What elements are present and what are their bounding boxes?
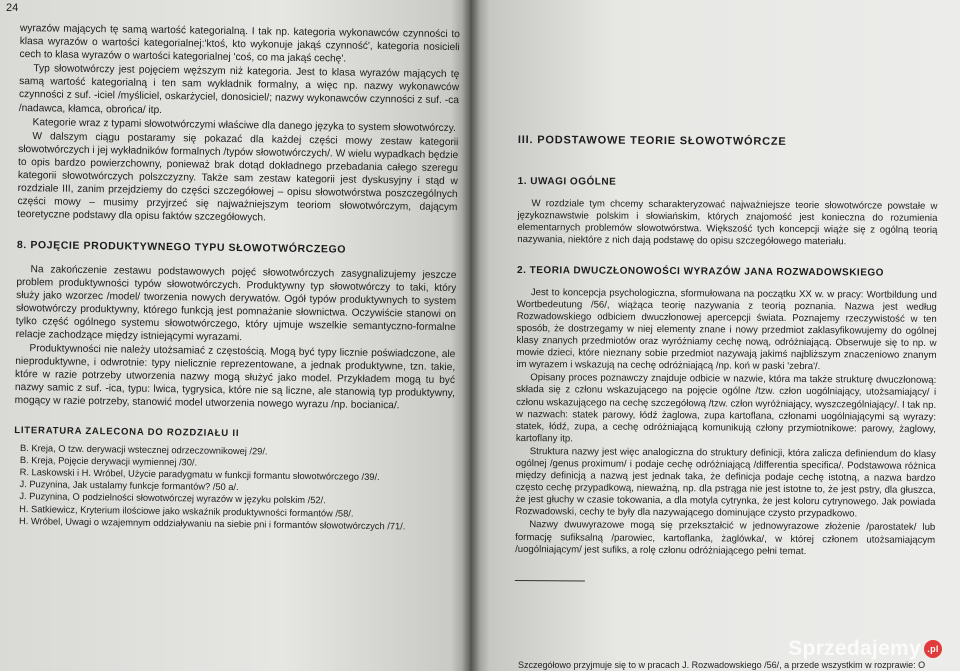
list-item: H. Satkiewicz, Kryterium ilościowe jako wskaźnik produktywności formantów /58/. [19,503,354,519]
paragraph: wyrazów mających tę samą wartość kategorialną. I tak np. kategoria wykonawców czynności to klasa wyrazów o wartości kategorialnej:'ktoś, kto wykonuje jakąś czynność', kategoria nosicieli cech to klasa wyrazów o wartości kategorialnej 'coś, co ma jakąś cechę'. [19,22,460,65]
paragraph: Jest to koncepcja psychologiczna, sformułowana na początku XX w. w pracy: Wortbildung und Wortbedeutung /56/, wiążąca teorię nazywania z teorią poznania. Nazwa jest według Rozwadowskiego odbiciem dwuczłonowej apercepcji świata. Poznajemy rzeczywistość w ten sposób, że dostrzegamy w niej elementy znane i nowy przedmiot zaklasyfikowujemy do ogólnej klasy znanych przedmiotów oraz wyróżniamy cechę nową, odróżniającą. Obserwuje się to np. w mowie dzieci, które nieznany sobie przedmiot nazywają jakimś najbliższym znaczeniowo znanym im wyrazem i wskazują na cechę odróżniającą /np. koń w paski 'zebra'/. [516,286,937,373]
list-item: J. Puzynina, O podzielności słowotwórczej wyrazów w języku polskim /52/. [19,491,326,506]
watermark-text: Sprzedajemy [788,637,921,660]
paragraph: Kategorie wraz z typami słowotwórczymi właściwe dla danego języka to system słowotwórczy. [32,116,456,134]
watermark-badge: .pl [924,640,942,658]
section-heading: 8. POJĘCIE PRODUKTYWNEGO TYPU SŁOWOTWÓRCZEGO [16,239,347,256]
chapter-heading: III. PODSTAWOWE TEORIE SŁOWOTWÓRCZE [517,134,787,148]
section-heading: 1. UWAGI OGÓLNE [517,176,617,188]
list-item: R. Laskowski i H. Wróbel, Użycie paradygmatu w funkcji formantu słowotwórczego /39/. [19,467,380,483]
literature-list [13,442,454,534]
literature-heading: LITERATURA ZALECONA DO ROZDZIAŁU II [14,424,240,439]
right-page [470,0,960,671]
paragraph: W rozdziale tym chcemy scharakteryzować najważniejsze teorie słowotwórcze powstałe w językoznawstwie polskim i słowiańskim, których znajomość jest konieczna do rozumienia elementarnych problemów słowotwórstwa. Większość tych koncepcji wiąże się z ogólną teorią nazywania, niektóre z nich dają podstawę do opisu szczegółowego materiału. [517,198,938,248]
paragraph: Nazwy dwuwyrazowe mogą się przekształcić w jednowyrazowe złożenie /parostatek/ lub formację sufiksalną /parowiec, kartoflanka, żaglówka/, w której członem utożsamiającym /uogólniającym/ jest sufiks, a rolę członu odróżniającego pełni temat. [515,519,936,557]
paragraph: Typ słowotwórczy jest pojęciem węższym niż kategoria. Jest to klasa wyrazów mających tę samą wartość kategorialną i ten sam wykładnik formalny, a więc np. nazwy wykonawców czynności z suf. -iciel /myśliciel, oskarżyciel, donosiciel/; nazwy wykonawców czynności z suf. -ca /nadawca, kłamca, obrońca/ itp. [18,63,460,116]
list-item: H. Wróbel, Uwagi o wzajemnym oddziaływaniu na siebie pni i formantów słowotwórczych /71/. [18,515,406,532]
list-item: J. Puzynina, Jak ustalamy funkcje formantów? /50 a/. [19,479,239,493]
left-page-text [13,22,460,533]
footnote: Szczegółowo przyjmuje się to w pracach J. Rozwadowskiego /56/, a przede wszystkim w rozprawie: O [518,660,926,670]
paragraph: Na zakończenie zestawu podstawowych pojęć słowotwórczych zasygnalizujemy jeszcze problem produktywności typów słowotwórczych. Produktywny typ słowotwórczy to taki, który służy jako wzorzec /model/ tworzenia nowych derywatów. Ogół typów produktywnych to system słowotwórczy produktywny, którego funkcją jest pomnażanie słownictwa. Oczywiście stanowi on tylko część ogólnego systemu słowotwórczego, który ujmuje wszelkie semantyczno-formalne relacje zachodzące między istniejącymi wyrazami. [15,263,457,344]
paragraph: Produktywności nie należy utożsamiać z częstością. Mogą być typy licznie poświadczone, ale nieproduktywne, i odwrotnie: typy nielicznie reprezentowane, a jednak produktywne, tzn. takie, które w razie potrzeby utworzenia nazwy mogą służyć jako model. Przykładem mogą tu być nazwy samic z suf. -ica, typu: lwica, tygrysica, które nie są liczne, ale stanowią typ produktywny, mogący w razie potrzeby, stanowić model utworzenia nowego wyrazu /np. bocianica/. [14,343,456,412]
list-item: B. Kreja, Pojęcie derywacji wymiennej /30/. [19,454,198,468]
watermark [788,637,942,661]
page-number: 24 [6,2,19,14]
footnote-divider [515,580,585,581]
left-page [0,0,470,671]
book-gutter [462,0,480,671]
list-item: B. Kreja, O tzw. derywacji wstecznej odrzeczownikowej /29/. [19,442,268,457]
section-heading: 2. TEORIA DWUCZŁONOWOŚCI WYRAZÓW JANA ROZWADOWSKIEGO [517,264,885,279]
paragraph: W dalszym ciągu postaramy się pokazać dla każdej części mowy zestaw kategorii słowotwórczych i jej wykładników formalnych /typów słowotwórczych/. W wielu wypadkach będzie to opis bardzo powierzchowny, ponieważ brak dotąd dokładnego przebadania całego szeregu kategorii słowotwórczych polszczyzny. Także sam zestaw kategorii jest dyskusyjny i stąd w rozdziale III, zanim przejdziemy do części szczegółowej – opisu słowotwórstwa poszczególnych części mowy – musimy przyjrzeć się najważniejszym teoriom słowotwórczym, dającym teoretyczne podstawy dla opisu faktów szczegółowych. [17,130,459,224]
paragraph: Opisany proces poznawczy znajduje odbicie w nazwie, która ma także strukturę dwuczłonową: składa się z członu wskazującego na pojęcie ogólne /tzw. człon uogólniający, utożsamiający/ i członu wskazującego na cechę szczegółową /tzw. człon wyróżniający, wyszczególniający/. I tak np. w nazwach: statek parowy, łódź żaglowa, zupa kartoflana, członami uogólniającymi są wyrazy: statek, łódź, zupa, a cechę odróżniającą komunikują człony przymiotnikowe: parowy, żaglowy, kartoflany itp. [515,372,937,445]
paragraph: Struktura nazwy jest więc analogiczna do struktury definicji, która zalicza definiendum do klasy ogólnej /genus proximum/ i podaje cechę odróżniającą /differentia specifica/. Podstawowa różnica między definicją a nazwą jest jednak taka, że definicja podaje cechę istotną, a nazwa bardzo często cechę przypadkową, nieważną, np. dla pstrąga nie jest istotne to, że jest pstry, dla głuszca, że jest głuchy w czasie tokowania, a dla motyla cytrynka, że jest koloru cytrynowego. Jak powiada Rozwadowski, cechy te były dla nazywającego dominujące czysto przypadkowo. [515,445,936,520]
right-page-text [515,134,938,584]
